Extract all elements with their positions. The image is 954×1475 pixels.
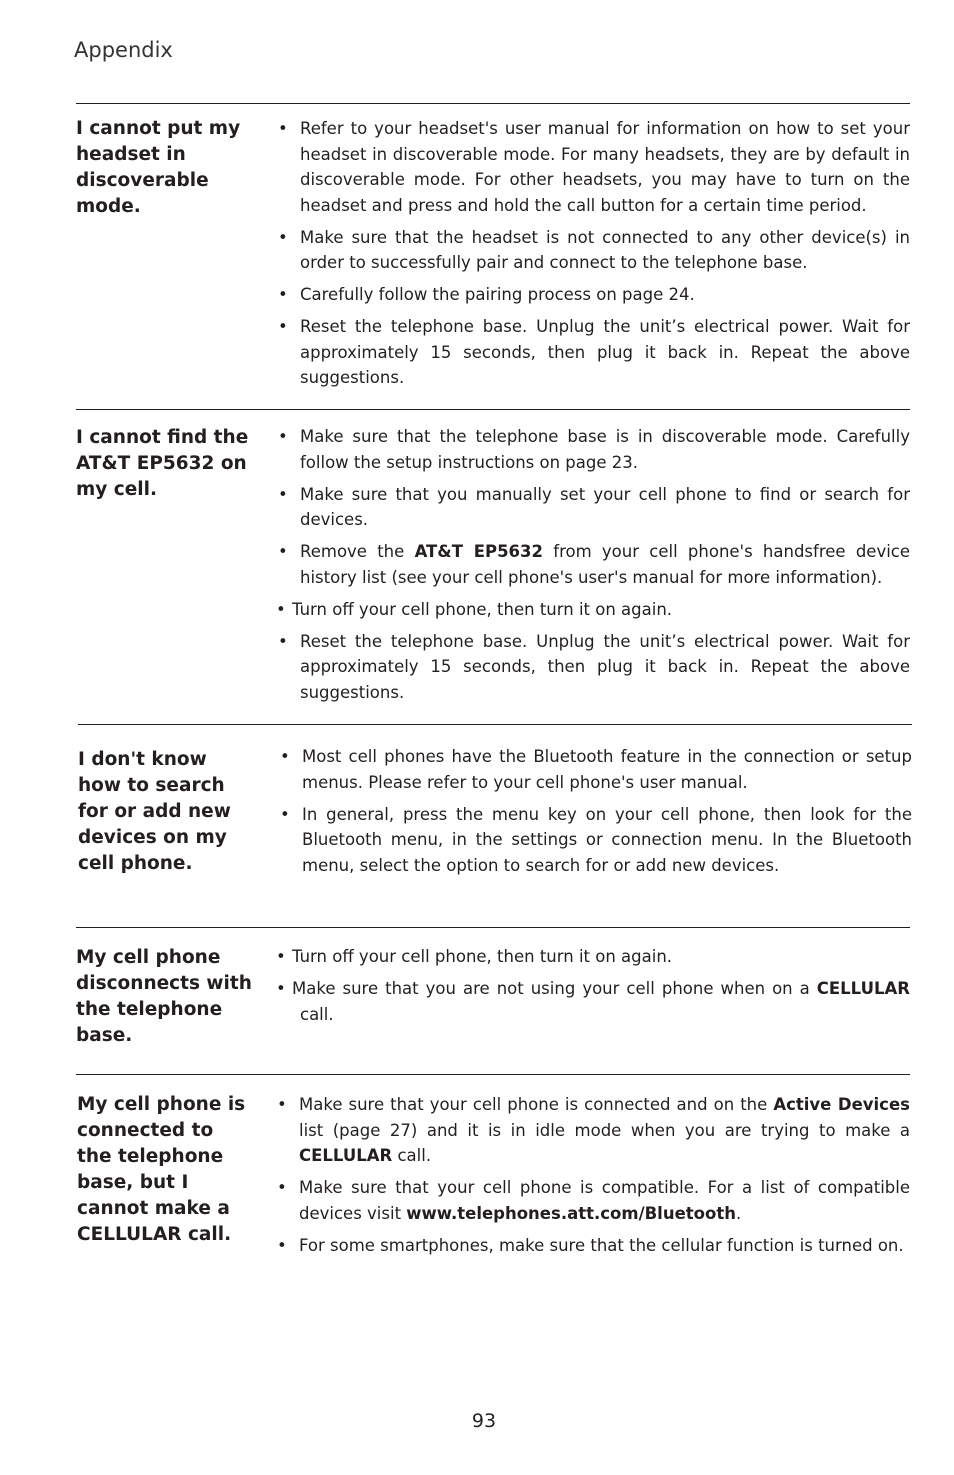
solution-item bbox=[276, 597, 910, 623]
bold-text: CELLULAR bbox=[299, 1146, 393, 1165]
problem-heading: I don't know how to search for or add new devices on my cell phone. bbox=[78, 749, 231, 874]
solution-item bbox=[278, 744, 912, 795]
page-header: Appendix bbox=[74, 38, 173, 62]
solutions-list bbox=[276, 424, 910, 712]
text-run: Reset the telephone base. Unplug the unit’s electrical power. Wait for approximately 15 seconds, then plug it back in. Repeat the above suggestions. bbox=[300, 317, 910, 387]
solutions-list bbox=[275, 1092, 910, 1265]
solutions-list bbox=[276, 116, 910, 397]
text-run: Reset the telephone base. Unplug the unit’s electrical power. Wait for approximately 15 seconds, then plug it back in. Repeat the above suggestions. bbox=[300, 631, 910, 702]
page-number: 93 bbox=[471, 1410, 497, 1432]
text-run: Make sure that your cell phone is compatible. For a list of compatible devices visit bbox=[299, 1178, 910, 1223]
text-run: Make sure that the headset is not connected to any other device(s) in order to successfully pair and connect to the telephone base. bbox=[300, 227, 910, 272]
bold-text: AT&T EP5632 bbox=[414, 542, 543, 561]
problem-heading: I cannot find the AT&T EP5632 on my cell. bbox=[76, 427, 249, 500]
text-run: Remove the bbox=[300, 542, 415, 561]
solution-item bbox=[276, 482, 910, 533]
bold-text: www.telephones.att.com/Bluetooth bbox=[406, 1203, 736, 1223]
solution-item bbox=[276, 282, 910, 308]
problem-heading: My cell phone is connected to the telephone base, but I cannot make a CELLULAR call. bbox=[77, 1094, 246, 1245]
section-divider bbox=[76, 409, 910, 410]
solution-item bbox=[276, 629, 910, 706]
text-run: Make sure that your cell phone is connected and on the bbox=[299, 1095, 774, 1114]
text-run: Make sure that you manually set your cell phone to find or search for devices. bbox=[300, 484, 910, 529]
solution-item bbox=[276, 976, 910, 1027]
bullet-icon: • bbox=[276, 979, 286, 998]
text-run: In general, press the menu key on your cell phone, then look for the Bluetooth menu, in the settings or connection menu. In the Bluetooth menu, select the option to search for or add new devices. bbox=[302, 804, 912, 875]
solution-item bbox=[275, 1175, 910, 1226]
solution-item bbox=[276, 314, 910, 391]
section-divider bbox=[78, 724, 912, 725]
text-run: Make sure that you are not using your cell phone when on a bbox=[292, 979, 817, 998]
section-divider bbox=[76, 927, 910, 928]
text-run: Carefully follow the pairing process on page 24. bbox=[300, 285, 695, 304]
text-run: Turn off your cell phone, then turn it on again. bbox=[292, 599, 673, 619]
text-run: Refer to your headset's user manual for information on how to set your headset in discoverable mode. For many headsets, they are by default in discoverable mode. For other headsets, you may have to turn on the headset and press and hold the call button for a certain time period. bbox=[300, 119, 910, 215]
solution-item bbox=[276, 225, 910, 276]
section-divider bbox=[76, 103, 910, 104]
text-run: . bbox=[735, 1203, 742, 1223]
text-run: Most cell phones have the Bluetooth feature in the connection or setup menus. Please refer to your cell phone's user manual. bbox=[302, 747, 912, 792]
solution-item bbox=[275, 1233, 910, 1259]
solutions-list bbox=[276, 944, 910, 1034]
bullet-icon: • bbox=[276, 599, 286, 619]
problem-heading: I cannot put my headset in discoverable mode. bbox=[76, 118, 241, 217]
text-run: from your cell phone's handsfree device history list (see your cell phone's user's manual for more information). bbox=[300, 542, 911, 587]
solution-item bbox=[278, 802, 912, 879]
bold-text: CELLULAR bbox=[816, 979, 910, 998]
text-run: Make sure that the telephone base is in discoverable mode. Carefully follow the setup instructions on page 23. bbox=[300, 427, 910, 472]
solution-item bbox=[276, 944, 910, 970]
problem-heading: My cell phone disconnects with the telephone base. bbox=[76, 947, 252, 1046]
solution-item bbox=[276, 116, 910, 218]
text-run: list (page 27) and it is in idle mode when you are trying to make a bbox=[299, 1120, 910, 1140]
text-run: For some smartphones, make sure that the cellular function is turned on. bbox=[299, 1235, 904, 1255]
bold-text: Active Devices bbox=[773, 1095, 910, 1114]
text-run: Turn off your cell phone, then turn it on again. bbox=[292, 947, 673, 966]
solution-item bbox=[275, 1092, 910, 1169]
text-run: call. bbox=[392, 1146, 432, 1165]
text-run: call. bbox=[300, 1004, 334, 1024]
solutions-list bbox=[278, 744, 912, 885]
solution-item bbox=[276, 424, 910, 475]
solution-item bbox=[276, 539, 910, 590]
bullet-icon: • bbox=[276, 947, 286, 966]
section-divider bbox=[76, 1074, 910, 1075]
